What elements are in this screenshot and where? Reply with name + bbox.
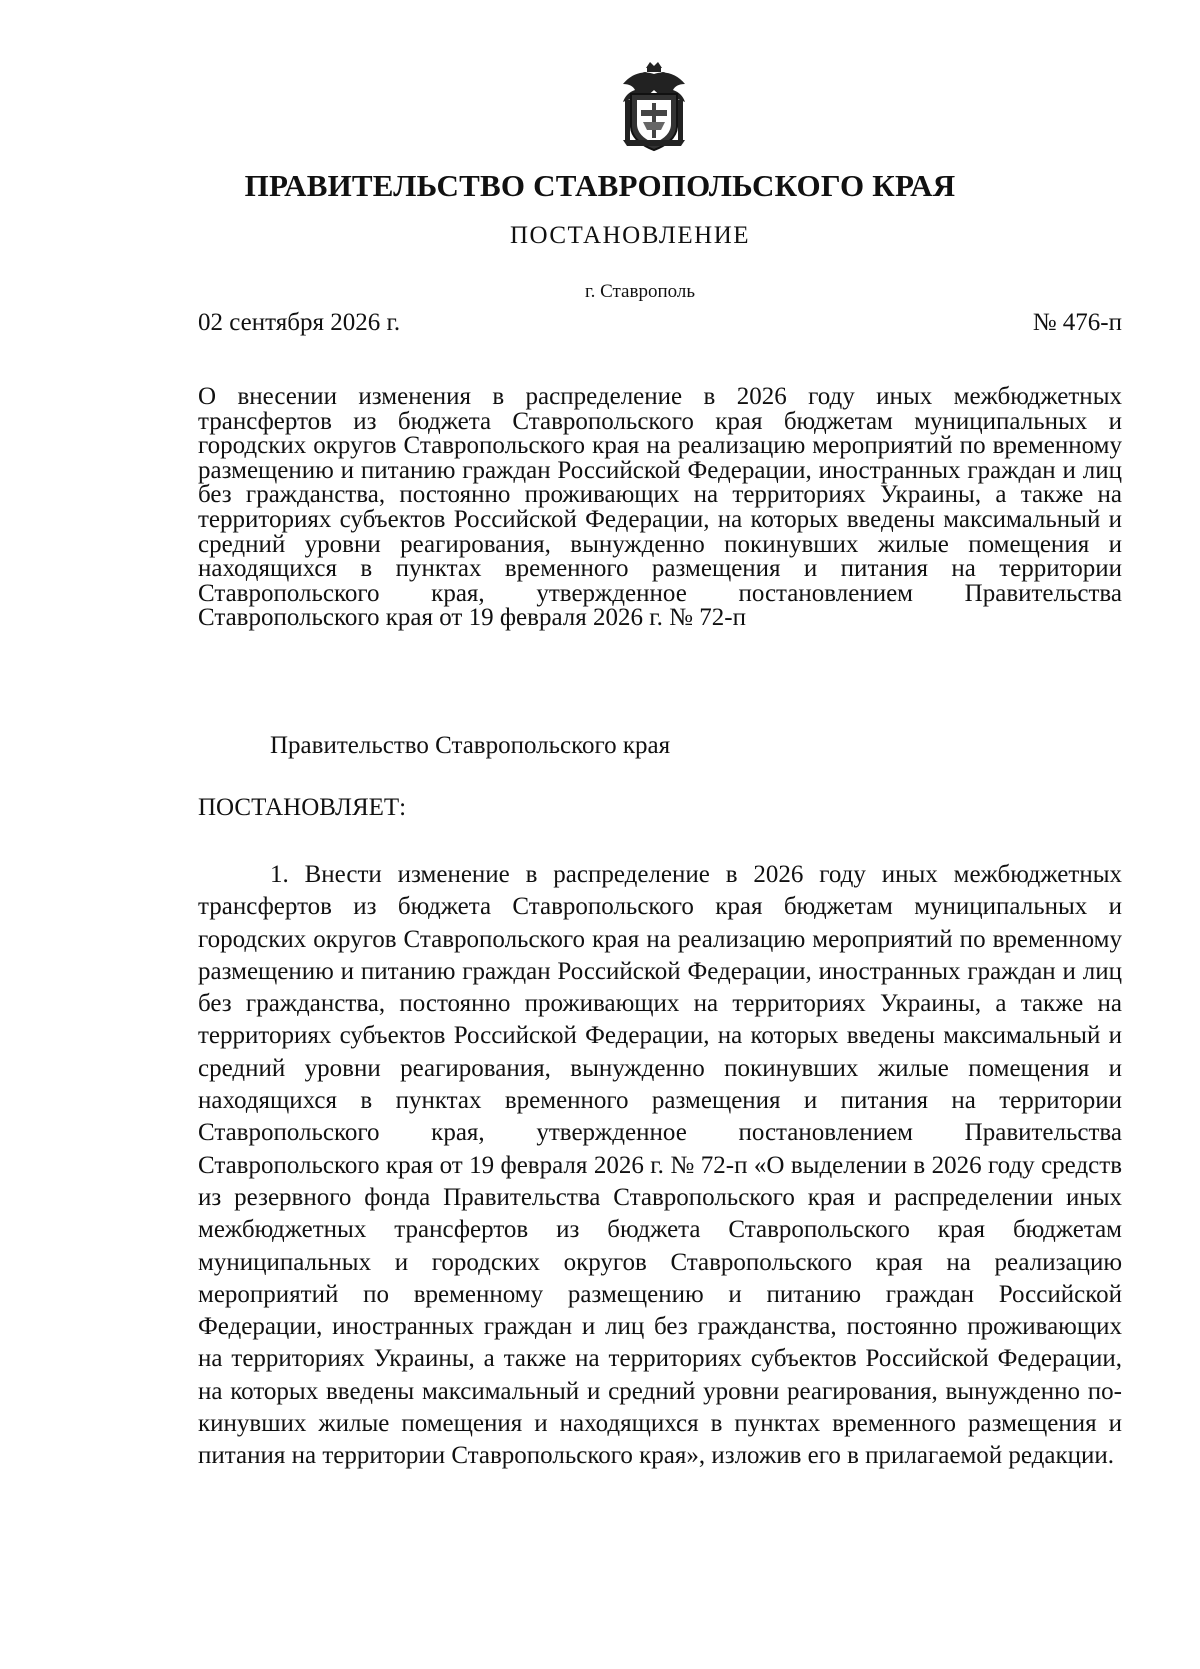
city-name: г. Ставрополь bbox=[584, 281, 696, 302]
document-number: № 476-п bbox=[1032, 309, 1122, 336]
document-subject: О внесении изменения в распределение в 2026 году иных межбюджетных трансфертов из бюджета Ставропольского края бюджетам муниципальных и городских округов Ставропольского края на реализацию мероприятий по временному размещению и питанию граждан Российской Федерации, иностранных граждан и лиц без гражданства, постоянно проживающих на территориях Украины, а также на территориях субъектов Российской Федерации, на которых введены максимальный и средний уровни реагирования, вынужденно покинувших жилые помещения и находящихся в пунктах временного размещения и питания на территории Ставропольского края, утвержденное постановлением Правительства Ставропольского края от 19 февраля 2026 г. № 72-п bbox=[198, 383, 1122, 632]
decree-item-1: 1. Внести изменение в распределение в 2026 году иных межбюджетных трансфертов из бюджета Ставропольского края бюджетам муниципальных и городских округов Ставропольского края на реализацию мероприятий по временному размещению и питанию граждан Российской Федерации, иностранных граждан и лиц без гражданства, постоянно проживающих на территориях Украины, а также на территориях субъектов Российской Федерации, на которых введены максимальный и средний уровни реагирования, вынужденно покинувших жилые помещения и находящихся в пунктах временного размещения и питания на территории Ставропольского края, утвержденное постановлением Правительства Ставропольского края от 19 февраля 2026 г. № 72-п «О выделении в 2026 году средств из резервного фонда Правительства Ставропольского края и распределении иных межбюджетных трансфертов из бюджета Ставропольского края бюджетам муниципальных и городских округов Ставропольского края на реализацию мероприятий по временному размещению и питанию граждан Российской Федерации, иностранных граждан и лиц без гражданства, постоянно проживающих на территориях Украины, а также на территориях субъектов Российской Федерации, на которых введены максимальный и средний уровни реагирования, вынужденно покинувших жилые помещения и находящихся в пунктах временного размещения и питания на территории Ставропольского края», изложив его в прилагаемой редакции. bbox=[198, 861, 1122, 1470]
coat-of-arms-icon bbox=[619, 60, 689, 152]
government-name: Правительство Ставропольского края bbox=[270, 732, 671, 759]
document-date: 02 сентября 2026 г. bbox=[198, 309, 401, 336]
decree-word: ПОСТАНОВЛЯЕТ: bbox=[198, 794, 407, 821]
government-title: ПРАВИТЕЛЬСТВО СТАВРОПОЛЬСКОГО КРАЯ bbox=[244, 168, 956, 203]
document-type: ПОСТАНОВЛЕНИЕ bbox=[509, 222, 751, 249]
